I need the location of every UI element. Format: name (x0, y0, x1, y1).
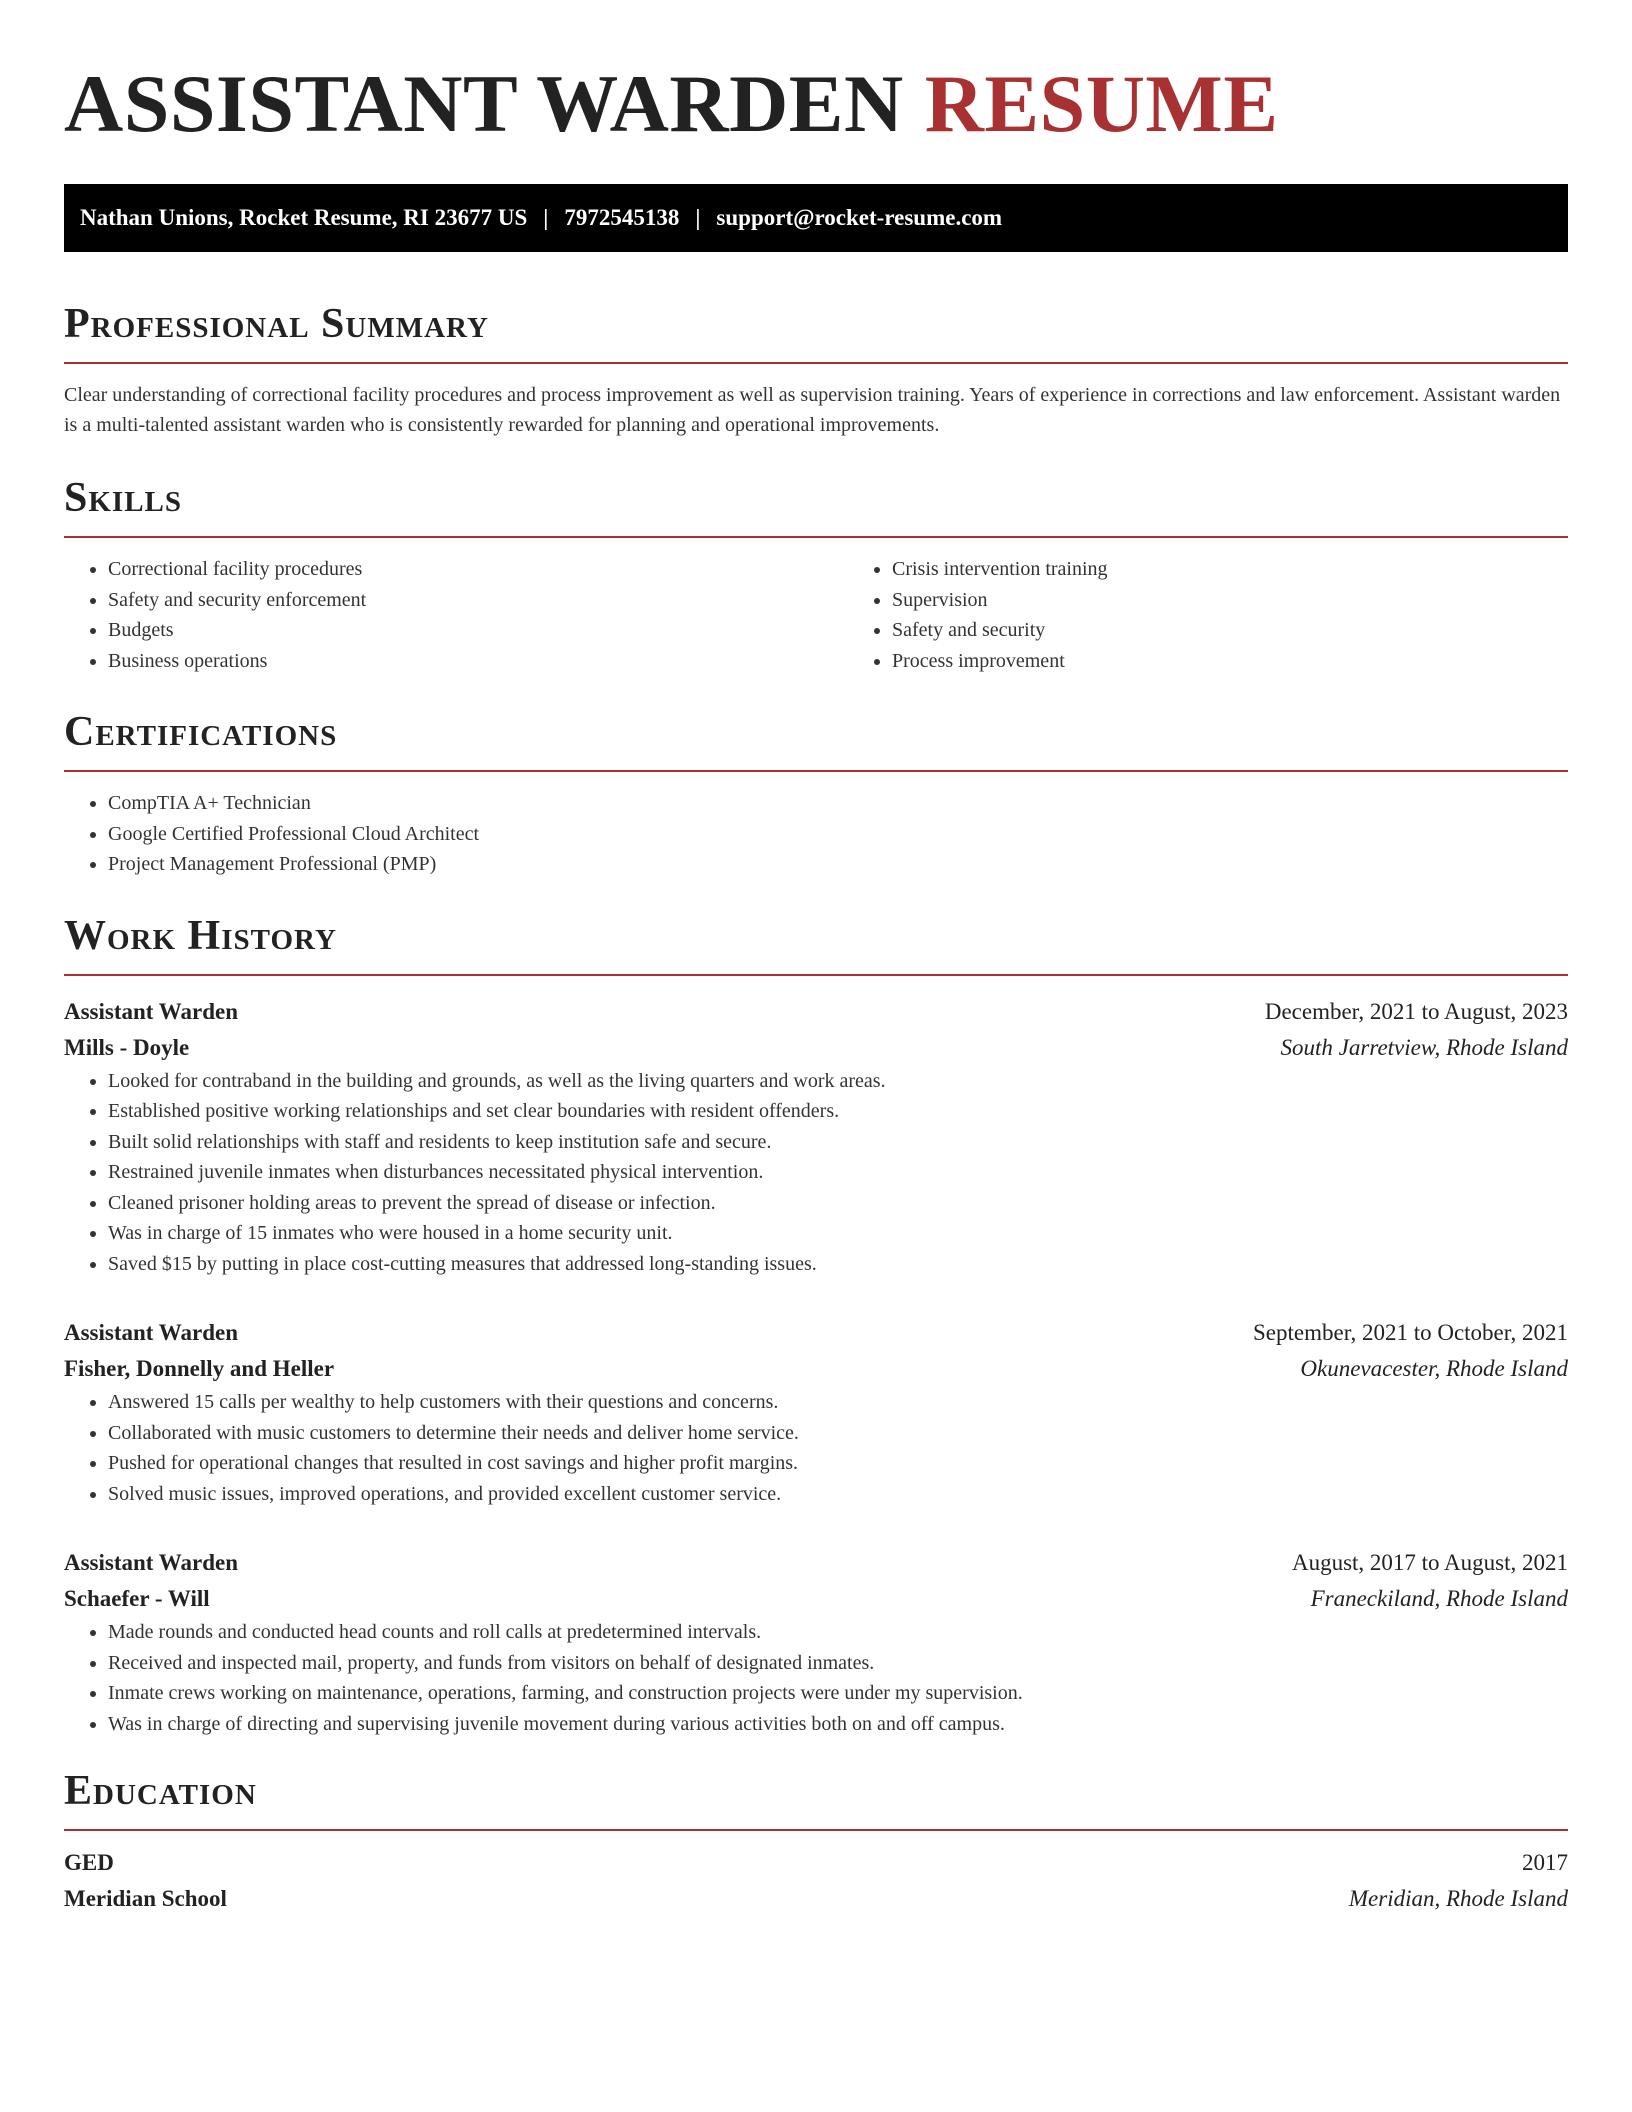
skills-list-left (64, 554, 848, 676)
contact-bar (64, 184, 1568, 252)
list-item: • Was in charge of 15 inmates who were housed in a home security unit. (108, 1218, 1568, 1249)
list-item: • Saved $15 by putting in place cost-cutting measures that addressed long-standing issues. (108, 1249, 1568, 1280)
job-header (64, 994, 1568, 1030)
section-divider (64, 770, 1568, 772)
education-subheader (64, 1881, 1568, 1917)
list-item: • Safety and security enforcement (108, 585, 848, 616)
title-main: ASSISTANT WARDEN (64, 58, 904, 149)
education-header (64, 1845, 1568, 1881)
summary-text: Clear understanding of correctional facility procedures and process improvement as well as supervision training. Years of experience in corrections and law enforcement. Assistant warden is a multi-talented assistant warden who is consistently rewarded for planning and operational improvements. (64, 384, 1561, 436)
education-degree: GED (64, 1850, 114, 1875)
section-heading: Professional Summary (64, 301, 489, 347)
section-heading: Skills (64, 475, 183, 521)
section-heading: Certifications (64, 709, 338, 755)
list-item: • Established positive working relationships and set clear boundaries with resident offenders. (108, 1096, 1568, 1127)
job-dates: September, 2021 to October, 2021 (1253, 1320, 1568, 1345)
education-section (64, 1763, 1568, 1917)
list-item: • Crisis intervention training (892, 554, 1632, 585)
list-item: • Cleaned prisoner holding areas to prevent the spread of disease or infection. (108, 1188, 1568, 1219)
section-divider (64, 974, 1568, 976)
certifications-list (64, 788, 1568, 880)
list-item: • Inmate crews working on maintenance, operations, farming, and construction projects were under my supervision. (108, 1678, 1568, 1709)
list-item: • Google Certified Professional Cloud Architect (108, 819, 1568, 850)
summary-section (64, 296, 1568, 440)
section-divider (64, 362, 1568, 364)
title-accent: RESUME (924, 58, 1279, 149)
skills-grid (64, 554, 1568, 676)
list-item: • Process improvement (892, 646, 1632, 677)
list-item: • Safety and security (892, 615, 1632, 646)
section-divider (64, 536, 1568, 538)
list-item: • Supervision (892, 585, 1632, 616)
section-heading: Education (64, 1768, 257, 1814)
list-item: • CompTIA A+ Technician (108, 788, 1568, 819)
list-item: • Project Management Professional (PMP) (108, 849, 1568, 880)
job-subheader (64, 1030, 1568, 1066)
job-company: Schaefer - Will (64, 1586, 210, 1611)
education-location: Meridian, Rhode Island (1348, 1886, 1568, 1911)
education-school: Meridian School (64, 1886, 227, 1911)
skills-list-right (848, 554, 1632, 676)
work-history-section (64, 908, 1568, 1740)
list-item: • Made rounds and conducted head counts and roll calls at predetermined intervals. (108, 1617, 1568, 1648)
list-item: • Business operations (108, 646, 848, 677)
contact-address: Nathan Unions, Rocket Resume, RI 23677 US (80, 205, 528, 230)
contact-email: support@rocket-resume.com (716, 205, 1003, 230)
job-location: Franeckiland, Rhode Island (1310, 1586, 1568, 1611)
education-year: 2017 (1522, 1850, 1568, 1875)
list-item: • Collaborated with music customers to determine their needs and deliver home service. (108, 1418, 1568, 1449)
page-title (64, 56, 1568, 152)
job-header (64, 1545, 1568, 1581)
job-subheader (64, 1581, 1568, 1617)
list-item: • Correctional facility procedures (108, 554, 848, 585)
job-location: South Jarretview, Rhode Island (1280, 1034, 1568, 1060)
list-item: • Looked for contraband in the building and grounds, as well as the living quarters and work areas. (108, 1066, 1568, 1097)
job-title: Assistant Warden (64, 998, 239, 1024)
job-entry (64, 994, 1568, 1280)
contact-separator: | (695, 205, 701, 230)
list-item: • Pushed for operational changes that resulted in cost savings and higher profit margins. (108, 1448, 1568, 1479)
list-item: • Was in charge of directing and supervising juvenile movement during various activities both on and off campus. (108, 1709, 1568, 1740)
list-item: • Built solid relationships with staff and residents to keep institution safe and secure. (108, 1127, 1568, 1158)
job-subheader (64, 1351, 1568, 1387)
list-item: • Received and inspected mail, property, and funds from visitors on behalf of designated inmates. (108, 1648, 1568, 1679)
job-dates: December, 2021 to August, 2023 (1264, 998, 1568, 1024)
list-item: • Answered 15 calls per wealthy to help customers with their questions and concerns. (108, 1387, 1568, 1418)
education-entry (64, 1845, 1568, 1917)
list-item: • Restrained juvenile inmates when disturbances necessitated physical intervention. (108, 1157, 1568, 1188)
job-title: Assistant Warden (64, 1320, 239, 1345)
contact-separator: | (543, 205, 549, 230)
job-bullets (64, 1387, 1568, 1509)
job-entry (64, 1545, 1568, 1739)
job-header (64, 1315, 1568, 1351)
job-company: Fisher, Donnelly and Heller (64, 1356, 335, 1381)
job-title: Assistant Warden (64, 1550, 239, 1575)
job-company: Mills - Doyle (64, 1034, 190, 1060)
contact-phone: 7972545138 (564, 205, 680, 230)
section-heading: Work History (64, 912, 337, 959)
skills-section (64, 470, 1568, 676)
job-dates: August, 2017 to August, 2021 (1291, 1550, 1568, 1575)
job-bullets (64, 1617, 1568, 1739)
section-divider (64, 1829, 1568, 1831)
job-bullets (64, 1066, 1568, 1280)
job-location: Okunevacester, Rhode Island (1300, 1356, 1568, 1381)
certifications-section (64, 704, 1568, 880)
job-entry (64, 1315, 1568, 1509)
list-item: • Budgets (108, 615, 848, 646)
list-item: • Solved music issues, improved operations, and provided excellent customer service. (108, 1479, 1568, 1510)
